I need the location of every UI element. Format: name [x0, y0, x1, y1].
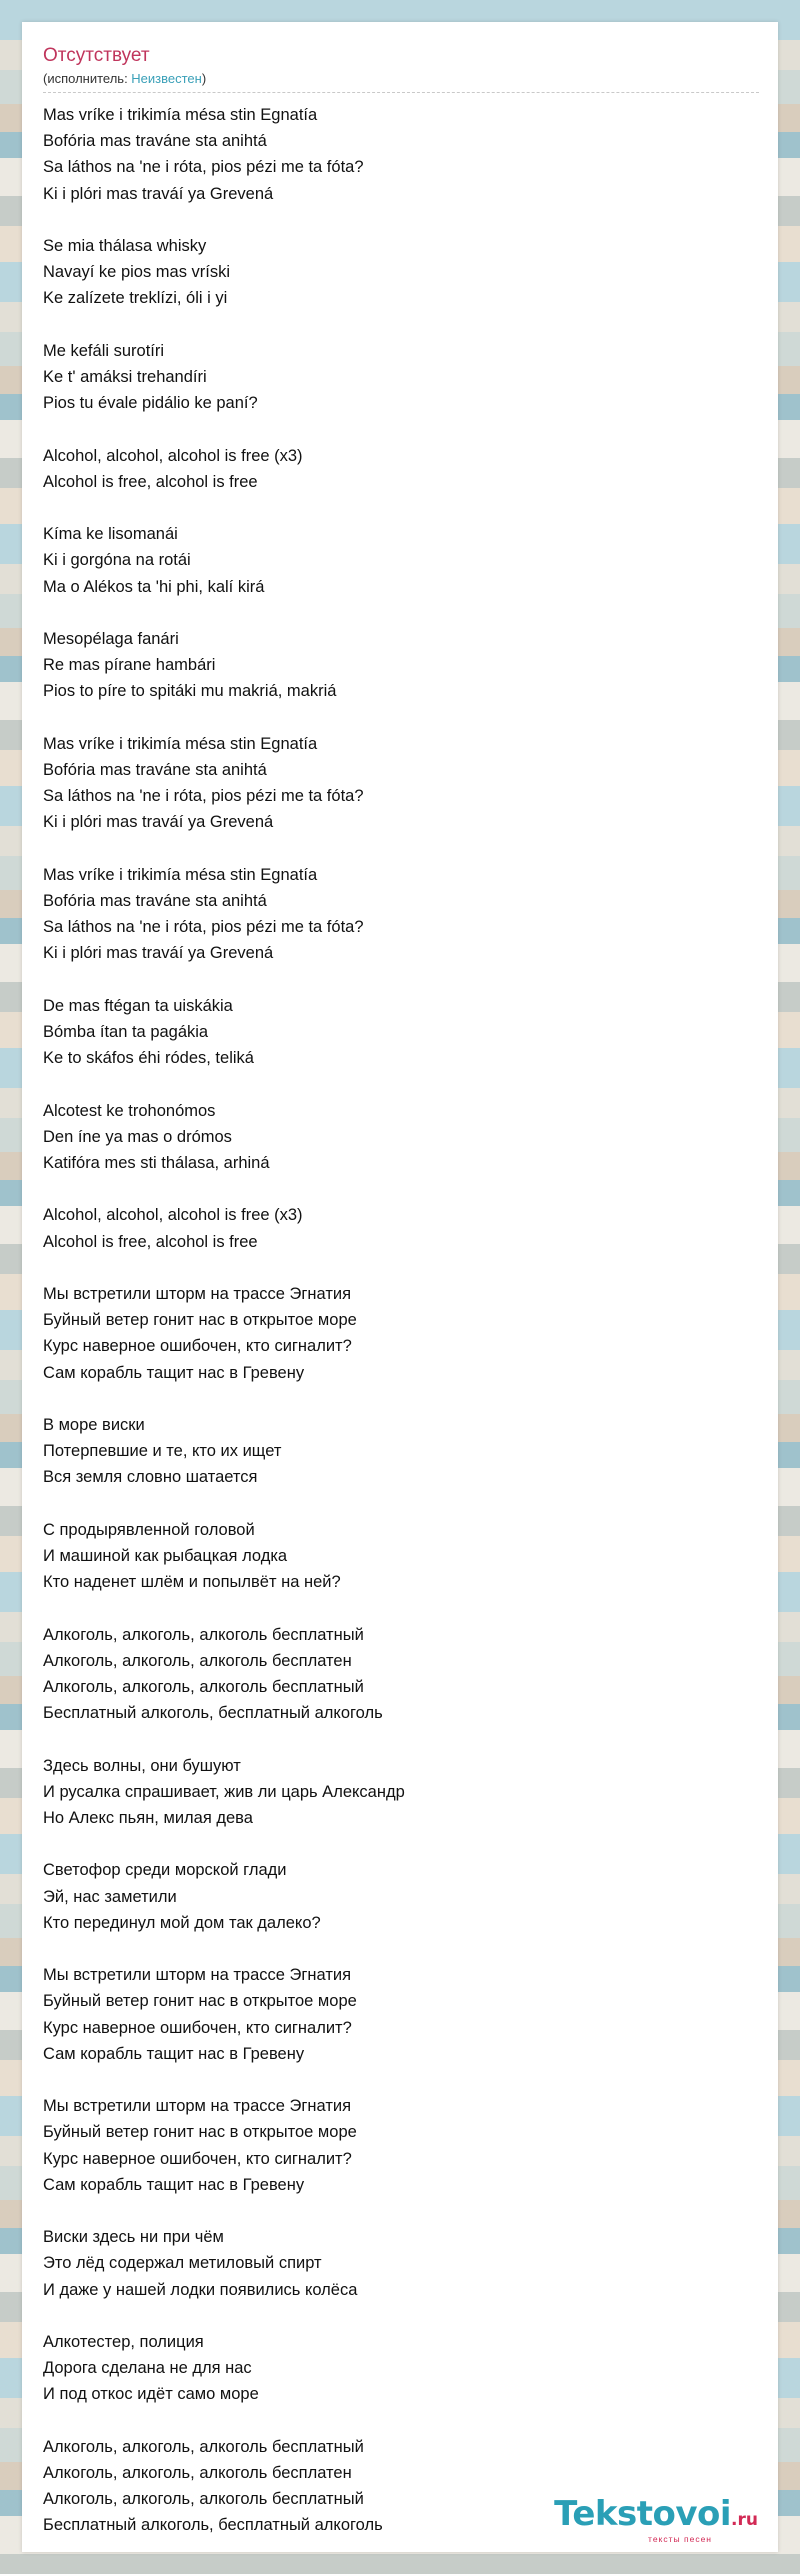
- lyrics-line: Ke t' amáksi trehandíri: [43, 368, 207, 386]
- artist-prefix: (исполнитель:: [43, 71, 132, 86]
- lyrics-stanza: [43, 521, 759, 600]
- logo-tld: .ru: [731, 2510, 758, 2530]
- lyrics-stanza: [43, 862, 759, 967]
- lyrics-line: Но Алекс пьян, милая дева: [43, 1808, 253, 1827]
- lyrics-line: Потерпевшие и те, кто их ищет: [43, 1442, 282, 1461]
- lyrics-line: Mas vríke i trikimía mésa stin Egnatía: [43, 865, 318, 884]
- lyrics-stanza: [43, 1517, 759, 1596]
- lyrics-line: Pios tu évale pidálio ke paní?: [43, 394, 258, 413]
- lyrics-line: Курс наверное ошибочен, кто сигналит?: [43, 2018, 352, 2037]
- lyrics-line: Alcohol, alcohol, alcohol is free (x3): [43, 446, 303, 465]
- lyrics-line: Ke to skáfos éhi ródes, teliká: [43, 1049, 254, 1068]
- lyrics-stanza: [43, 1202, 759, 1254]
- lyrics-line: И русалка спрашивает, жив ли царь Александр: [43, 1782, 405, 1801]
- lyrics-line: Den íne ya mas o drómos: [43, 1127, 232, 1146]
- lyrics-line: Буйный ветер гонит нас в открытое море: [43, 2123, 357, 2142]
- lyrics-line: Бесплатный алкоголь, бесплатный алкоголь: [43, 1704, 383, 1723]
- lyrics-line: Bómba ítan ta pagákia: [43, 1022, 209, 1041]
- lyrics-line: Буйный ветер гонит нас в открытое море: [43, 1311, 357, 1330]
- lyrics-line: Ki i gorgóna na rotái: [43, 551, 191, 570]
- lyrics-line: Se mia thálasa whisky: [43, 237, 207, 255]
- lyrics-line: Сам корабль тащит нас в Гревену: [43, 2044, 305, 2063]
- lyrics-line: Alcohol is free, alcohol is free: [43, 472, 258, 491]
- lyrics-line: Сам корабль тащит нас в Гревену: [43, 1363, 305, 1382]
- lyrics-line: Курс наверное ошибочен, кто сигналит?: [43, 2149, 352, 2168]
- lyrics-line: Navayí ke pios mas vríski: [43, 263, 231, 282]
- logo-wordmark: [554, 2496, 758, 2538]
- lyrics-line: Alcohol, alcohol, alcohol is free (x3): [43, 1206, 303, 1225]
- lyrics-line: Ki i plóri mas traváí ya Grevená: [43, 184, 274, 203]
- lyrics-line: Sa láthos na 'ne i róta, pios pézi me ta fóta?: [43, 158, 364, 177]
- lyrics-line: Алкоголь, алкоголь, алкоголь бесплатный: [43, 2490, 364, 2509]
- lyrics-line: Sa láthos na 'ne i róta, pios pézi me ta fóta?: [43, 918, 364, 937]
- lyrics-line: Сам корабль тащит нас в Гревену: [43, 2175, 305, 2194]
- lyrics-stanza: [43, 1281, 759, 1386]
- lyrics-stanza: [43, 1098, 759, 1177]
- lyrics-line: Alcohol is free, alcohol is free: [43, 1232, 258, 1251]
- lyrics-text: [43, 102, 759, 2565]
- logo-tagline: тексты песен: [648, 2534, 712, 2544]
- lyrics-line: Алкоголь, алкоголь, алкоголь бесплатен: [43, 1651, 352, 1670]
- lyrics-stanza: [43, 1753, 759, 1832]
- lyrics-line: Алкоголь, алкоголь, алкоголь бесплатен: [43, 2463, 352, 2482]
- lyrics-line: Bofória mas traváne sta anihtá: [43, 132, 267, 151]
- lyrics-stanza: [43, 2329, 759, 2408]
- lyrics-line: De mas ftégan ta uiskákia: [43, 996, 233, 1015]
- lyrics-line: Sa láthos na 'ne i róta, pios pézi me ta fóta?: [43, 787, 364, 806]
- lyrics-line: Ma o Alékos ta 'hi phi, kalí kirá: [43, 577, 265, 596]
- lyrics-line: Это лёд содержал метиловый спирт: [43, 2254, 322, 2273]
- lyrics-line: И под откос идёт само море: [43, 2385, 259, 2404]
- lyrics-line: Бесплатный алкоголь, бесплатный алкоголь: [43, 2516, 383, 2535]
- header-divider: [43, 92, 759, 93]
- lyrics-line: Мы встретили шторм на трассе Эгнатия: [43, 2097, 352, 2116]
- lyrics-line: Мы встретили шторм на трассе Эгнатия: [43, 1966, 352, 1985]
- lyrics-line: Ki i plóri mas traváí ya Grevená: [43, 813, 274, 832]
- artist-link[interactable]: Неизвестен: [131, 71, 202, 86]
- lyrics-stanza: [43, 731, 759, 836]
- lyrics-stanza: [43, 993, 759, 1072]
- lyrics-line: Светофор среди морской глади: [43, 1861, 287, 1880]
- lyrics-line: Me kefáli surotíri: [43, 341, 165, 360]
- lyrics-line: Алкоголь, алкоголь, алкоголь бесплатный: [43, 1625, 364, 1644]
- lyrics-line: Вся земля словно шатается: [43, 1468, 258, 1487]
- lyrics-stanza: [43, 338, 759, 417]
- lyrics-line: Mas vríke i trikimía mésa stin Egnatía: [43, 734, 318, 753]
- lyrics-line: Алкоголь, алкоголь, алкоголь бесплатный: [43, 1677, 364, 1696]
- lyrics-stanza: [43, 2093, 759, 2198]
- lyrics-line: Дорога сделана не для нас: [43, 2359, 252, 2378]
- artist-line: [43, 71, 206, 87]
- lyrics-stanza: [43, 1412, 759, 1491]
- lyrics-line: Виски здесь ни при чём: [43, 2228, 224, 2247]
- lyrics-stanza: [43, 1622, 759, 1727]
- lyrics-line: Bofória mas traváne sta anihtá: [43, 891, 267, 910]
- lyrics-line: Буйный ветер гонит нас в открытое море: [43, 1992, 357, 2011]
- lyrics-line: Re mas pírane hambári: [43, 656, 216, 675]
- lyrics-stanza: [43, 233, 759, 312]
- lyrics-line: Здесь волны, они бушуют: [43, 1756, 241, 1775]
- lyrics-line: Эй, нас заметили: [43, 1887, 177, 1906]
- lyrics-line: Bofória mas traváne sta anihtá: [43, 760, 267, 779]
- lyrics-line: Mesopélaga fanári: [43, 629, 179, 648]
- lyrics-line: Kíma ke lisomanái: [43, 525, 178, 544]
- lyrics-line: Alcotest ke trohonómos: [43, 1101, 216, 1120]
- lyrics-stanza: [43, 626, 759, 705]
- site-logo[interactable]: [554, 2496, 758, 2544]
- lyrics-line: Кто перединул мой дом так далеко?: [43, 1913, 321, 1932]
- lyrics-line: Кто наденет шлём и попылвёт на ней?: [43, 1573, 341, 1592]
- lyrics-stanza: [43, 1962, 759, 2067]
- lyrics-line: Алкотестер, полиция: [43, 2332, 204, 2351]
- lyrics-line: Katifóra mes sti thálasa, arhiná: [43, 1153, 270, 1172]
- lyrics-line: Алкоголь, алкоголь, алкоголь бесплатный: [43, 2437, 364, 2456]
- lyrics-stanza: [43, 2224, 759, 2303]
- song-title: Отсутствует: [43, 45, 150, 66]
- artist-suffix: ): [201, 71, 207, 86]
- lyrics-stanza: [43, 102, 759, 207]
- lyrics-line: В море виски: [43, 1415, 145, 1434]
- lyrics-sheet: [22, 22, 778, 2552]
- lyrics-line: И даже у нашей лодки появились колёса: [43, 2280, 358, 2299]
- logo-name: Tekstovoi: [554, 2494, 732, 2534]
- lyrics-line: И машиной как рыбацкая лодка: [43, 1546, 288, 1565]
- lyrics-line: Мы встретили шторм на трассе Эгнатия: [43, 1284, 352, 1303]
- lyrics-line: Pios to píre to spitáki mu makriá, makriá: [43, 682, 337, 701]
- lyrics-stanza: [43, 443, 759, 495]
- lyrics-line: Mas vríke i trikimía mésa stin Egnatía: [43, 106, 318, 124]
- lyrics-stanza: [43, 1857, 759, 1936]
- lyrics-line: Ke zalízete treklízi, óli i yi: [43, 289, 228, 308]
- lyrics-line: Ki i plóri mas traváí ya Grevená: [43, 944, 274, 963]
- lyrics-line: Курс наверное ошибочен, кто сигналит?: [43, 1337, 352, 1356]
- lyrics-line: С продырявленной головой: [43, 1520, 255, 1539]
